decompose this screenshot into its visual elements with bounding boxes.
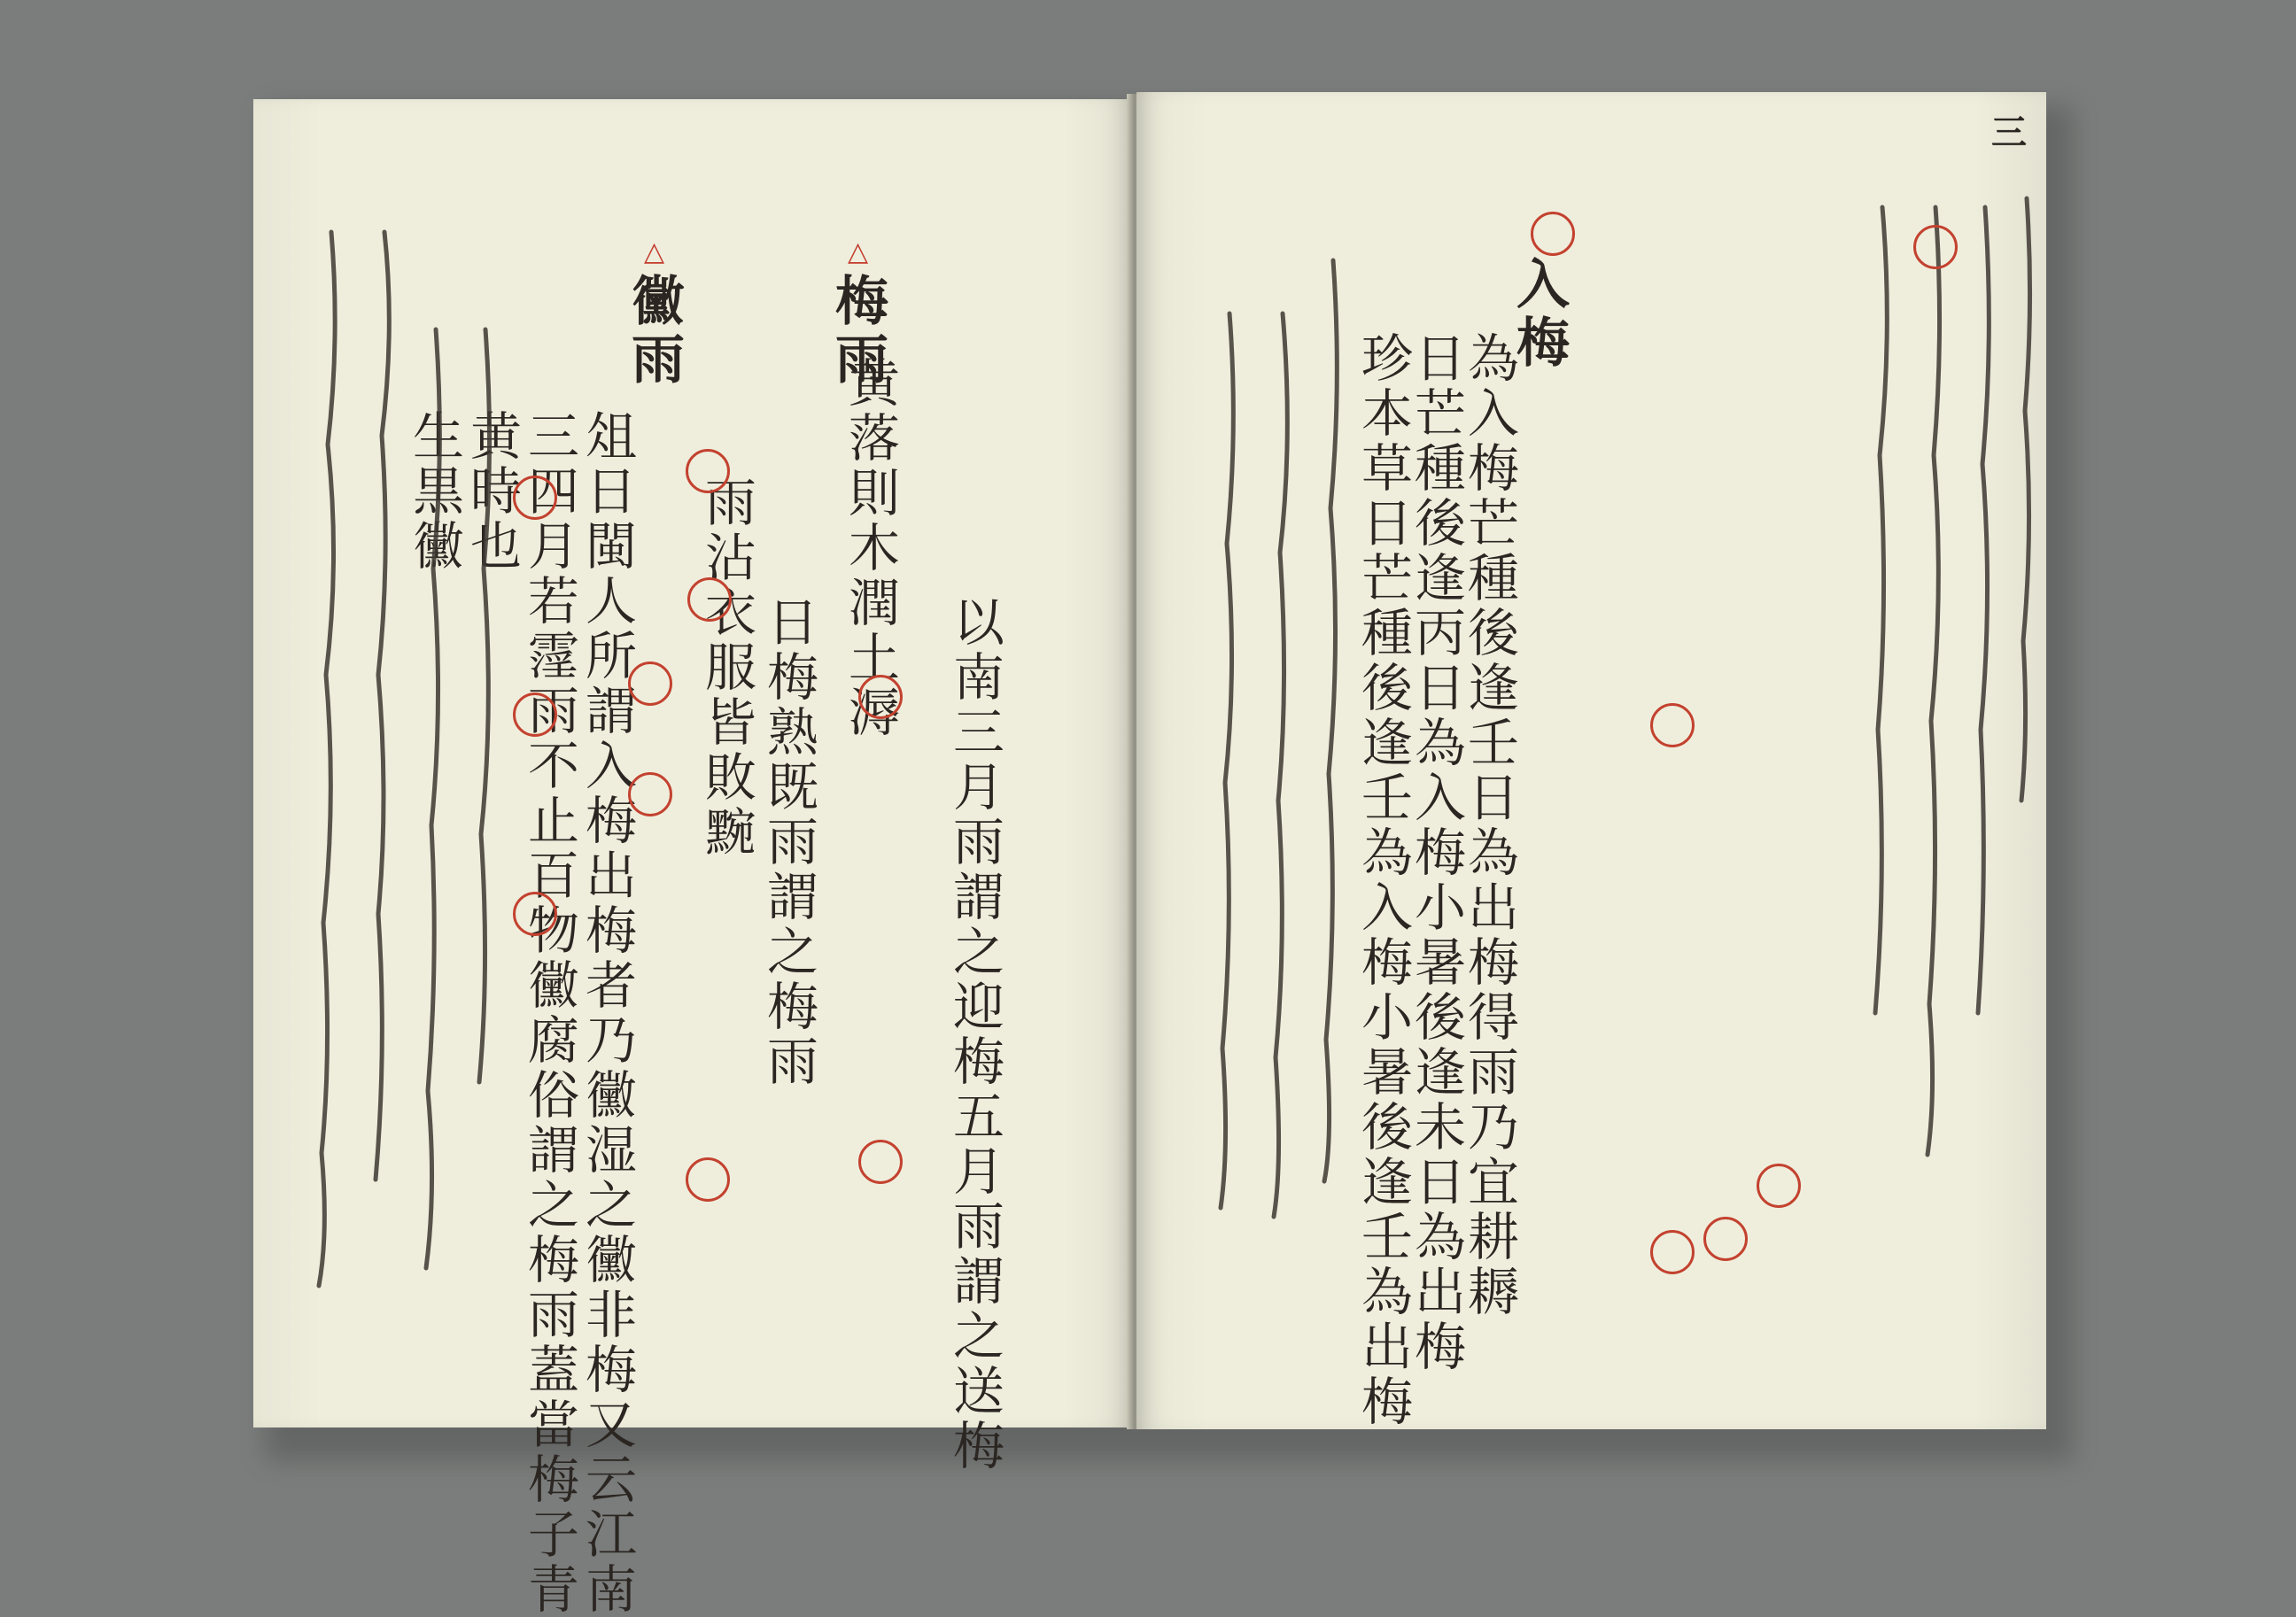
text-column: 黄時也 (462, 409, 522, 574)
red-circle-mark (628, 662, 672, 706)
red-circle-mark (1650, 1230, 1695, 1274)
red-circle-mark (513, 892, 557, 936)
text-column: 生黒黴 (404, 409, 464, 574)
text-column: 珍本草日芒種後逢壬為入梅小暑後逢壬為出梅 (1353, 331, 1413, 1429)
red-circle-mark (686, 449, 730, 493)
red-circle-mark (1650, 703, 1695, 747)
text-column: 雨沾衣服皆敗黦 (696, 476, 756, 860)
cursive-annotations-left (253, 99, 1133, 1427)
red-circle-mark (513, 692, 557, 737)
text-column: 為入梅芒種後逢壬日為出梅得雨乃宜耕耨 (1459, 331, 1519, 1319)
heading-text: 梅雨 (826, 273, 888, 390)
triangle-mark-icon: △ (842, 236, 873, 273)
red-circle-mark (1913, 225, 1958, 269)
red-circle-mark (858, 1140, 903, 1184)
text-column: 日芒種後逢丙日為入梅小暑後逢未日為出梅 (1406, 331, 1466, 1374)
right-page (1136, 92, 2046, 1429)
text-column: 以南三月雨謂之迎梅五月雨謂之送梅 (944, 595, 1004, 1474)
triangle-mark-icon: △ (639, 236, 670, 273)
left-page (253, 99, 1133, 1617)
text-column: 三四月若霪雨不止百物黴腐俗謂之梅雨蓋當梅子青 (519, 409, 579, 1617)
heading-text: 黴雨 (623, 273, 685, 390)
red-circle-mark (513, 476, 557, 520)
red-circle-mark (1703, 1217, 1748, 1261)
red-circle-mark (687, 577, 732, 622)
text-column: 黄落則木潤土溽 (840, 356, 900, 740)
text-column: 日梅熟既雨謂之梅雨 (758, 595, 818, 1089)
page-number: 三 (1991, 112, 2027, 153)
heading-text: 入梅 (1508, 256, 1570, 373)
red-circle-mark (1757, 1164, 1801, 1208)
cursive-annotations-right (1136, 92, 2046, 1429)
red-circle-mark (628, 772, 672, 816)
red-circle-mark (858, 675, 903, 719)
text-column: 俎日閩人所謂入梅出梅者乃黴湿之黴非梅又云江南 (577, 409, 637, 1617)
red-circle-mark (686, 1157, 730, 1202)
